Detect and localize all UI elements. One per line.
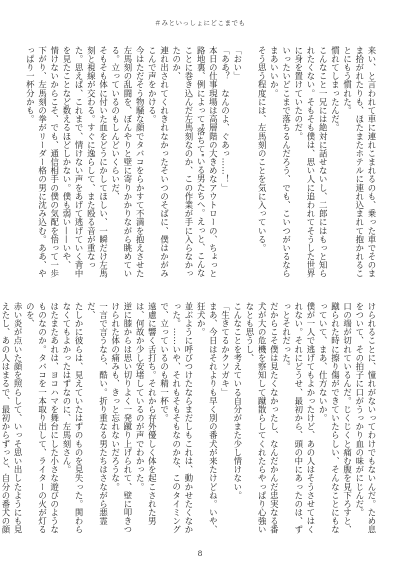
text-block-top: 来い、と言われて車に連れこまれるのも、乗った車でそのまま拾がれたりも、ほたまたホテルに連れ込まれて抱かれることにもう慣れた。 慣れてしまったんだ。 こんなこと一兄には絶対に話せないし、二郎にはもっと知られたくない。そもそも僕は、思い人に追われてそうした世界に身を置けていたのだ。 いったいどこまで落ちるんだろう、でも、こいつがいるならまあいいか。 そう思う程度には、左馬刻のことを気に入っている。 「おい」 「ああ？ なんのよ、ぐあっ……！」 本日の仕事現場は高層階の大きめなアウトローの、ちょっと路地裏、例によって"落ちて"いる男たちへ。えっと、こんなことに巻き込んだ左馬刻なのか、この作業が手に入らなかったのか、 連れ出されてくれきれなかったそいつのそばに、僕はかがみこんで声をかける。 今はただそう物騒な顔でタバコをらかすて不満を抱えさせた左馬刻の乱闘を、ぼんやりと壁に寄りかかりながら眺めている。立っているのもしんどいくらいだ、 そもそも体に付いた血をどうにかしてほしい、一瞬だけ左馬刻と視線が交わる。すぐに逸らして、また殴る音が重なった。思えば、これまで、情けない声をあげて逃げていく背中を見たことなど数えるほどしかない。僕も弱い——いや、 情けないからこそ、でも、通信相手の僕の気配を悟って一歩下がり、左馬刻の拳がリーダー格の男に沈み込む。ああ、やっぱり一杯分かも。 xyxy=(25,46,377,278)
text-block-bottom: けられることに、憧れがないってわけでもないんだ。ため息をついて、その拍子に口がうっかり血の味がにじんだ。 口の端が切れているんだ。じくじくと痛む腹を見下ろすと、蹴られた時に擦り傷ができていたらしい、そんなことにもなっていて、まあ、仕方ないか。 僕が一人で逃げてもよかったけど、あの人はそうさせてはくれない。それにどうせ、最初から、頭の中にあったのは、ずっとそれだった。 だからこそ僕は見たくなかったし、なんだかんだ忠実なる番犬が大の危機を察知して蹴散らしてくれたらやっぱり心強いなとも思うし、 こんなことを考えている自分がまた少し情けない。 「生きてるかクソガキ」 まあ、今日はそれよりも早く別の番犬が来たけどね。いや、狂犬か。 並ぶように呼びつけたならまだしもこれは、動かせたくなかった。……いや、それもそもそもなのかな、このタイミングで、立っているのも精一杯で。 遠慮に響く舌打ち。それから存外優しく体を起こされた男は、何故か少し安堵しているのが声でわかった。 逆に膝からは思い切りよく一発蹴り上げられて、壁に叩きつけられた体の痛みも、きっと忘れないだろうな。 一言で言うなら、酷い。折り重なる男たちはさながら悪霊だ、 たしかに彼らは、見えていたはずのものを見失った。関わらなくてもよかったはずなのに、左馬刻さん。 はたまたあれは、ヨコハマを舞台にした小さな遊びのようなものなのか。タバコを一本取り出して、ライターの火が灯るのを、 赤い炎が点いた顔を照らして、いっそ思い出したようにも見えたし、あの人はまるで、最初からずっと、自分の番犬の顔 xyxy=(0,302,377,534)
running-header: ＃みといっしょにどこまでも xyxy=(154,19,246,27)
page-number: 8 xyxy=(197,549,203,558)
